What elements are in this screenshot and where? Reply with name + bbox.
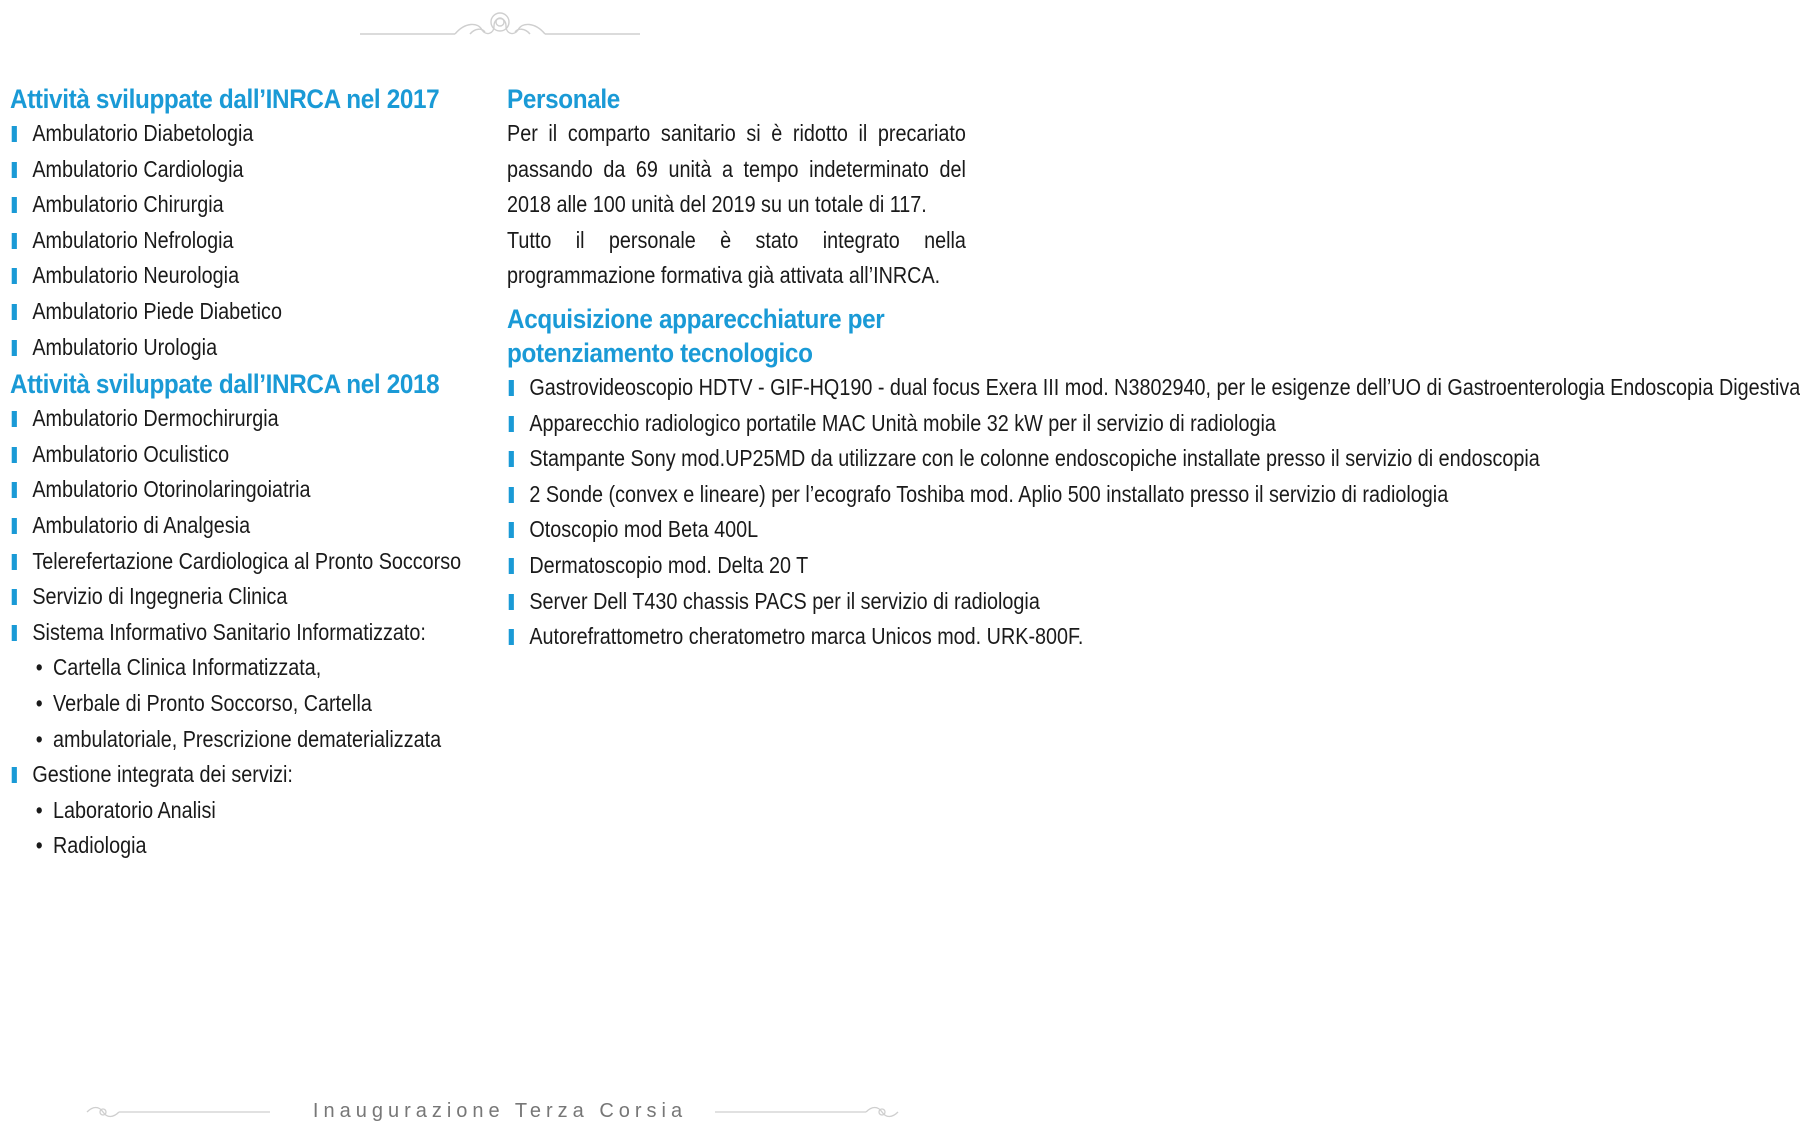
- square-bullet-icon: [12, 625, 17, 641]
- list-2017: [10, 116, 479, 365]
- list-item: Gestione integrata dei servizi: • Laboratorio Analisi • Radiologia: [10, 757, 479, 864]
- square-bullet-icon: [509, 629, 514, 645]
- list-item: Ambulatorio Urologia: [10, 330, 479, 366]
- footer: [0, 1098, 1000, 1128]
- sublist-gestione: [32, 793, 479, 864]
- sub-list-item: • Cartella Clinica Informatizzata,: [32, 650, 479, 686]
- square-bullet-icon: [509, 416, 514, 432]
- list-item: Ambulatorio Otorinolaringoiatria: [10, 472, 479, 508]
- square-bullet-icon: [12, 589, 17, 605]
- left-column: [10, 82, 480, 864]
- dot-bullet-icon: •: [35, 654, 43, 681]
- list-2018: [10, 401, 479, 864]
- list-item: Ambulatorio Piede Diabetico: [10, 294, 479, 330]
- list-acquisizione: [507, 370, 1800, 655]
- sub-list-item: • Laboratorio Analisi: [32, 793, 479, 829]
- square-bullet-icon: [509, 594, 514, 610]
- list-item: Gastrovideoscopio HDTV - GIF-HQ190 - dual focus Exera III mod. N3802940, per le esigenze dell’UO di Gastroenterologia Endoscopia Digestiva: [507, 370, 966, 406]
- personale-paragraph-2: Tutto il personale è stato integrato nella programmazione formativa già attivata all’INRCA.: [507, 226, 966, 289]
- footer-ornament-right-icon: [715, 1104, 900, 1120]
- dot-bullet-icon: •: [35, 796, 43, 823]
- list-item: Ambulatorio Nefrologia: [10, 223, 479, 259]
- section-title-2018: Attività sviluppate dall’INRCA nel 2018: [10, 369, 440, 400]
- list-item: Ambulatorio Dermochirurgia: [10, 401, 479, 437]
- list-item: Ambulatorio Cardiologia: [10, 152, 479, 188]
- list-item: Telerefertazione Cardiologica al Pronto Soccorso: [10, 544, 479, 580]
- list-item: Ambulatorio Neurologia: [10, 258, 479, 294]
- square-bullet-icon: [509, 487, 514, 503]
- personale-paragraph-1: Per il comparto sanitario si è ridotto il precariato passando da 69 unità a tempo indeterminato del 2018 alle 100 unità del 2019 su un totale di 117.: [507, 120, 966, 218]
- square-bullet-icon: [509, 451, 514, 467]
- square-bullet-icon: [12, 304, 17, 320]
- square-bullet-icon: [12, 411, 17, 427]
- square-bullet-icon: [12, 197, 17, 213]
- sub-list-item: • Radiologia: [32, 828, 479, 864]
- top-ornament: [360, 4, 640, 40]
- sub-list-item: • ambulatoriale, Prescrizione dematerializzata: [32, 722, 479, 758]
- footer-title: Inaugurazione Terza Corsia: [312, 1100, 688, 1122]
- square-bullet-icon: [12, 482, 17, 498]
- list-item: Servizio di Ingegneria Clinica: [10, 579, 479, 615]
- square-bullet-icon: [509, 522, 514, 538]
- list-item: Autorefrattometro cheratometro marca Unicos mod. URK-800F.: [507, 619, 966, 655]
- sub-list-item: • Verbale di Pronto Soccorso, Cartella: [32, 686, 479, 722]
- section-title-acquisizione-line-1: Acquisizione apparecchiature per: [507, 303, 885, 334]
- list-item: Ambulatorio di Analgesia: [10, 508, 479, 544]
- square-bullet-icon: [12, 340, 17, 356]
- list-item: Stampante Sony mod.UP25MD da utilizzare con le colonne endoscopiche installate presso il servizio di endoscopia: [507, 441, 966, 477]
- square-bullet-icon: [12, 518, 17, 534]
- dot-bullet-icon: •: [35, 832, 43, 859]
- square-bullet-icon: [509, 380, 514, 396]
- square-bullet-icon: [12, 268, 17, 284]
- section-title-acquisizione-line-2: potenziamento tecnologico: [507, 337, 813, 368]
- section-title-2017: Attività sviluppate dall’INRCA nel 2017: [10, 84, 440, 114]
- square-bullet-icon: [12, 554, 17, 570]
- square-bullet-icon: [12, 233, 17, 249]
- list-item: Server Dell T430 chassis PACS per il servizio di radiologia: [507, 584, 966, 620]
- sublist-sistema: [32, 650, 479, 757]
- list-item: Apparecchio radiologico portatile MAC Unità mobile 32 kW per il servizio di radiologia: [507, 406, 966, 442]
- square-bullet-icon: [12, 162, 17, 178]
- square-bullet-icon: [12, 767, 17, 783]
- right-column: [507, 82, 1800, 655]
- dot-bullet-icon: •: [35, 689, 43, 716]
- list-item: Dermatoscopio mod. Delta 20 T: [507, 548, 966, 584]
- list-item: 2 Sonde (convex e lineare) per l’ecografo Toshiba mod. Aplio 500 installato presso il servizio di radiologia: [507, 477, 966, 513]
- dot-bullet-icon: •: [35, 725, 43, 752]
- list-item: Ambulatorio Diabetologia: [10, 116, 479, 152]
- list-item: Otoscopio mod Beta 400L: [507, 512, 966, 548]
- list-item: Ambulatorio Chirurgia: [10, 187, 479, 223]
- section-title-personale: Personale: [507, 84, 620, 114]
- list-item: Sistema Informativo Sanitario Informatizzato: • Cartella Clinica Informatizzata, • Verbale di Pronto Soccorso, Cartella • ambulatoriale, Prescrizione dematerializzata: [10, 615, 479, 757]
- list-item: Ambulatorio Oculistico: [10, 437, 479, 473]
- square-bullet-icon: [12, 447, 17, 463]
- square-bullet-icon: [509, 558, 514, 574]
- square-bullet-icon: [12, 126, 17, 142]
